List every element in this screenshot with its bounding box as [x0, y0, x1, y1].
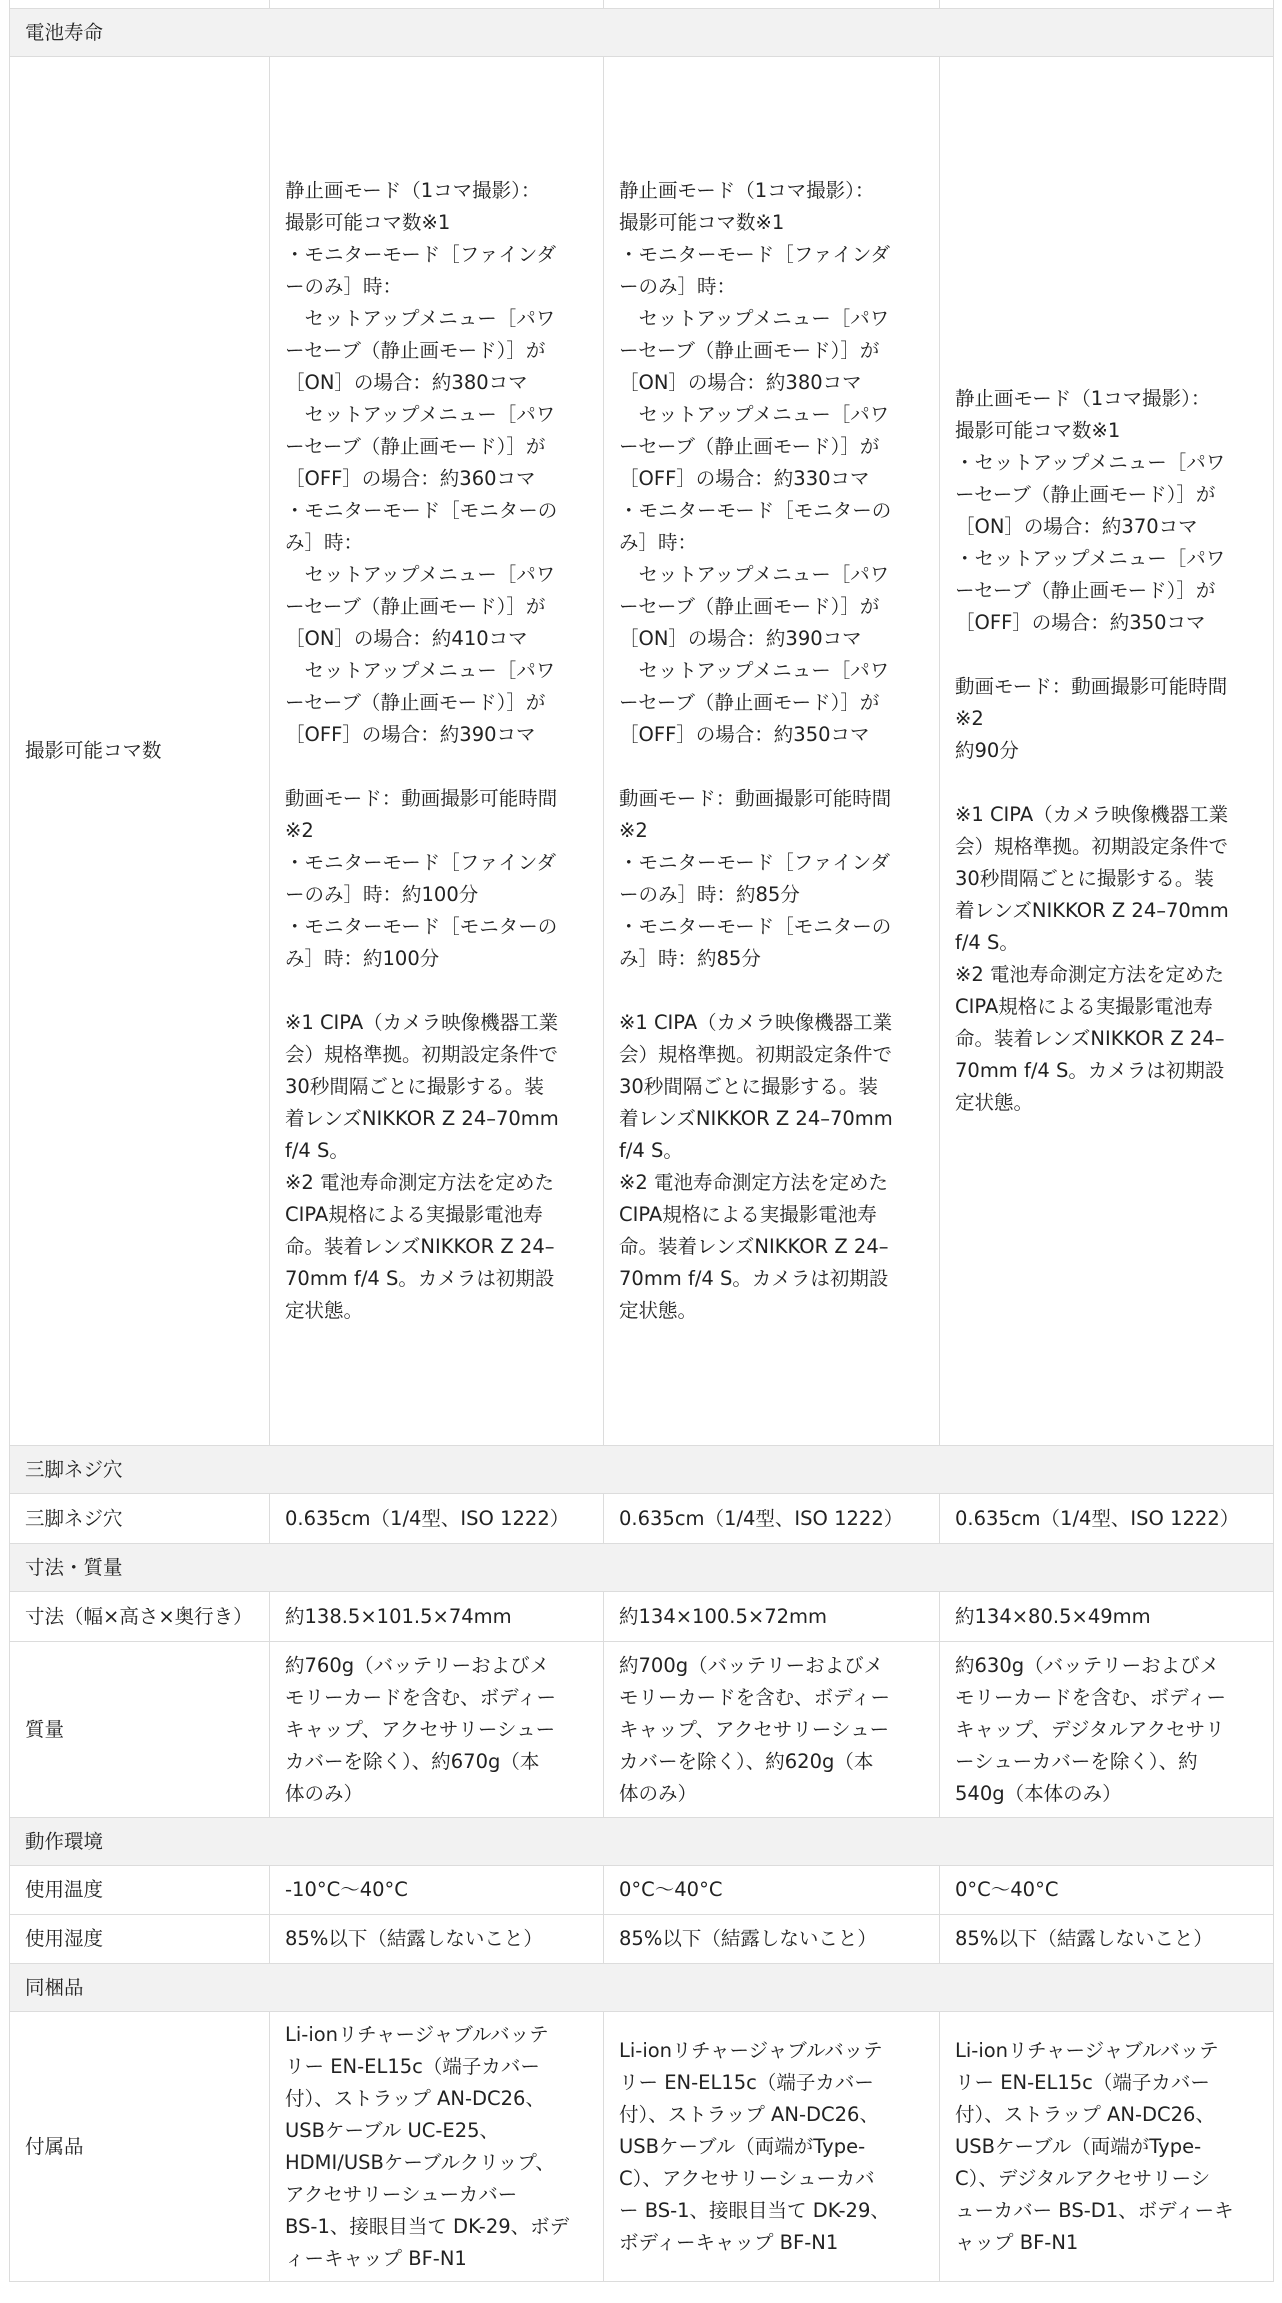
- section-row-bundled: [10, 1964, 1274, 2012]
- cell-text-line: セットアップメニュー［パワ: [285, 307, 556, 330]
- cell-text-line: モリーカードを含む、ボディー: [955, 1685, 1227, 1709]
- cell-text-line: ※1 CIPA（カメラ映像機器工業: [285, 1011, 559, 1034]
- cell-text-line: USBケーブル（両端がType-: [619, 2134, 866, 2158]
- section-row-tripod: [10, 1446, 1274, 1494]
- cell-tripod-col1: 0.635cm（1/4型、ISO 1222）: [270, 1494, 604, 1544]
- cell-text-line: ［OFF］の場合：約360コマ: [285, 467, 536, 490]
- cell-text-line: ・モニターモード［ファインダ: [285, 851, 557, 874]
- cell-text-line: ・モニターモード［ファインダ: [285, 243, 557, 266]
- table-row-humidity: [10, 1915, 1274, 1964]
- cell-text-line: ［ON］の場合：約380コマ: [285, 371, 528, 394]
- cell-text-line: ーセーブ（静止画モード）］が: [285, 339, 546, 362]
- cell-text-line: ィーキャップ BF-N1: [285, 2246, 467, 2270]
- cell-text-line: [619, 751, 924, 783]
- cell-text-line: ［ON］の場合：約370コマ: [955, 515, 1198, 538]
- cell-accessories-col2: [604, 2012, 940, 2282]
- cell-text-line: リー EN-EL15c（端子カバー: [955, 2070, 1210, 2094]
- cell-text-line: ーセーブ（静止画モード）］が: [619, 595, 880, 618]
- cell-text-line: リー EN-EL15c（端子カバー: [619, 2070, 874, 2094]
- cell-text-line: セットアップメニュー［パワ: [285, 403, 556, 426]
- cell-text-line: 動画モード：動画撮影可能時間: [955, 675, 1228, 698]
- cell-text-line: ・モニターモード［モニターの: [285, 915, 558, 938]
- row-label-accessories: 付属品: [10, 2012, 270, 2282]
- section-header-size-weight: 寸法・質量: [10, 1544, 1274, 1592]
- cell-text-line: 約630g（バッテリーおよびメ: [955, 1653, 1220, 1677]
- row-label-humidity: 使用湿度: [10, 1915, 270, 1964]
- cell-text-line: 70mm f/4 S。カメラは初期設: [285, 1267, 555, 1290]
- cell-text-line: ーセーブ（静止画モード）］が: [619, 691, 880, 714]
- cell-text-line: [955, 639, 1258, 671]
- cell-temperature-col2: 0°C～40°C: [604, 1866, 940, 1915]
- cell-text-line: み］時：: [619, 531, 698, 554]
- cell-text-line: ー BS-1、接眼目当て DK-29、: [619, 2198, 890, 2222]
- cell-text-line: キャップ、デジタルアクセサリ: [955, 1717, 1225, 1741]
- cell-text-line: ※1 CIPA（カメラ映像機器工業: [619, 1011, 893, 1034]
- cell-text-line: ・モニターモード［モニターの: [619, 915, 892, 938]
- cell-text-line: 付）、ストラップ AN-DC26、: [619, 2102, 879, 2126]
- cell-tripod-col3: 0.635cm（1/4型、ISO 1222）: [940, 1494, 1274, 1544]
- cell-text-line: ※2 電池寿命測定方法を定めた: [955, 963, 1224, 986]
- cell-text-line: 着レンズNIKKOR Z 24–70mm: [955, 899, 1229, 922]
- cell-text-line: 着レンズNIKKOR Z 24–70mm: [285, 1107, 559, 1130]
- cell-text-line: 撮影可能コマ数※1: [955, 419, 1121, 442]
- cell-text-line: ※2 電池寿命測定方法を定めた: [619, 1171, 888, 1194]
- cell-text-line: 付）、ストラップ AN-DC26、: [285, 2086, 545, 2110]
- section-row-environment: [10, 1818, 1274, 1866]
- cell-text-line: セットアップメニュー［パワ: [285, 563, 556, 586]
- cell-text-line: セットアップメニュー［パワ: [619, 307, 890, 330]
- cell-text-line: 約760g（バッテリーおよびメ: [285, 1653, 550, 1677]
- cell-text-line: 着レンズNIKKOR Z 24–70mm: [619, 1107, 893, 1130]
- cell-text-line: ーのみ］時：: [619, 275, 737, 298]
- cell-text-line: セットアップメニュー［パワ: [619, 659, 890, 682]
- cell-text-line: HDMI/USBケーブルクリップ、: [285, 2150, 555, 2174]
- cell-text-line: 動画モード：動画撮影可能時間: [619, 787, 892, 810]
- cell-text-line: [285, 751, 588, 783]
- cell-text-line: ※2: [619, 819, 648, 842]
- cell-text-line: ・モニターモード［ファインダ: [619, 243, 891, 266]
- cell-text-line: C）、アクセサリーシューカバ: [619, 2166, 875, 2190]
- cell-text-line: 命。装着レンズNIKKOR Z 24–: [955, 1027, 1225, 1050]
- cell-text-line: f/4 S。: [955, 931, 1019, 954]
- cell-text-line: み］時：約85分: [619, 947, 761, 970]
- row-label-tripod: 三脚ネジ穴: [10, 1494, 270, 1544]
- cell-text-line: リー EN-EL15c（端子カバー: [285, 2054, 540, 2078]
- cell-text-line: 30秒間隔ごとに撮影する。装: [285, 1075, 544, 1098]
- cell-text-line: ・モニターモード［モニターの: [619, 499, 892, 522]
- section-header-battery: 電池寿命: [10, 9, 1274, 57]
- cell-accessories-col1: [270, 2012, 604, 2282]
- row-label-temperature: 使用温度: [10, 1866, 270, 1915]
- cell-text-line: 30秒間隔ごとに撮影する。装: [619, 1075, 878, 1098]
- cell-dimensions-col3: 約134×80.5×49mm: [940, 1592, 1274, 1642]
- cell-text-line: ャップ BF-N1: [955, 2230, 1079, 2254]
- cell-tripod-col2: 0.635cm（1/4型、ISO 1222）: [604, 1494, 940, 1544]
- cell-text-line: モリーカードを含む、ボディー: [285, 1685, 557, 1709]
- cell-text-line: USBケーブル UC-E25、: [285, 2118, 500, 2142]
- cell-text-line: ［OFF］の場合：約350コマ: [955, 611, 1206, 634]
- cell-weight-col2: [604, 1642, 940, 1818]
- top-strip: [0, 0, 1282, 8]
- row-label-shots: 撮影可能コマ数: [10, 57, 270, 1446]
- cell-text-line: 体のみ）: [285, 1781, 364, 1805]
- cell-text-line: ［ON］の場合：約390コマ: [619, 627, 862, 650]
- cell-accessories-col3: [940, 2012, 1274, 2282]
- cell-text-line: 約90分: [955, 739, 1019, 762]
- cell-text-line: ーシューカバーを除く）、約: [955, 1749, 1198, 1773]
- cell-humidity-col3: 85%以下（結露しないこと）: [940, 1915, 1274, 1964]
- cell-temperature-col1: -10°C～40°C: [270, 1866, 604, 1915]
- cell-text-line: 静止画モード（1コマ撮影）：: [285, 179, 541, 202]
- cell-text-line: 撮影可能コマ数※1: [285, 211, 451, 234]
- cell-text-line: CIPA規格による実撮影電池寿: [619, 1203, 877, 1226]
- cell-text-line: カバーを除く）、約670g（本: [285, 1749, 540, 1773]
- cell-weight-col3: [940, 1642, 1274, 1818]
- cell-text-line: キャップ、アクセサリーシュー: [285, 1717, 556, 1741]
- cell-dimensions-col2: 約134×100.5×72mm: [604, 1592, 940, 1642]
- cell-text-line: ーセーブ（静止画モード）］が: [285, 691, 546, 714]
- cell-text-line: Li-ionリチャージャブルバッテ: [955, 2038, 1219, 2062]
- cell-text-line: ボディーキャップ BF-N1: [619, 2230, 839, 2254]
- cell-text-line: ーセーブ（静止画モード）］が: [285, 595, 546, 618]
- cell-text-line: 70mm f/4 S。カメラは初期設: [955, 1059, 1225, 1082]
- cell-text-line: 会）規格準拠。初期設定条件で: [955, 835, 1229, 858]
- cell-text-line: 定状態。: [955, 1091, 1034, 1114]
- cell-text-line: ーセーブ（静止画モード）］が: [955, 579, 1216, 602]
- cell-text-line: C）、デジタルアクセサリーシ: [955, 2166, 1211, 2190]
- cell-text-line: ーセーブ（静止画モード）］が: [619, 339, 880, 362]
- table-row-weight: [10, 1642, 1274, 1818]
- cell-temperature-col3: 0°C～40°C: [940, 1866, 1274, 1915]
- table-row-accessories: [10, 2012, 1274, 2282]
- cell-humidity-col1: 85%以下（結露しないこと）: [270, 1915, 604, 1964]
- cell-text-line: ーセーブ（静止画モード）］が: [285, 435, 546, 458]
- cell-shots-col2: [604, 57, 940, 1446]
- cell-text-line: み］時：約100分: [285, 947, 440, 970]
- cell-text-line: BS-1、接眼目当て DK-29、ボデ: [285, 2214, 570, 2238]
- cell-text-line: f/4 S。: [285, 1139, 349, 1162]
- cell-text-line: セットアップメニュー［パワ: [619, 563, 890, 586]
- row-label-weight: 質量: [10, 1642, 270, 1818]
- cell-text-line: アクセサリーシューカバー: [285, 2182, 518, 2206]
- cell-text-line: ・セットアップメニュー［パワ: [955, 547, 1226, 570]
- cell-text-line: ーセーブ（静止画モード）］が: [619, 435, 880, 458]
- cell-humidity-col2: 85%以下（結露しないこと）: [604, 1915, 940, 1964]
- cell-text-line: ※1 CIPA（カメラ映像機器工業: [955, 803, 1229, 826]
- cell-weight-col1: [270, 1642, 604, 1818]
- cell-text-line: 540g（本体のみ）: [955, 1781, 1122, 1805]
- cell-shots-col1: [270, 57, 604, 1446]
- spec-table: [9, 8, 1274, 2282]
- table-row-dimensions: [10, 1592, 1274, 1642]
- cell-text-line: ※2: [285, 819, 314, 842]
- cell-text-line: 命。装着レンズNIKKOR Z 24–: [619, 1235, 889, 1258]
- cell-text-line: ［OFF］の場合：約390コマ: [285, 723, 536, 746]
- cell-text-line: ューカバー BS-D1、ボディーキ: [955, 2198, 1234, 2222]
- cell-text-line: セットアップメニュー［パワ: [619, 403, 890, 426]
- cell-text-line: 約700g（バッテリーおよびメ: [619, 1653, 884, 1677]
- row-label-dimensions: 寸法（幅×高さ×奥行き）: [10, 1592, 270, 1642]
- cell-text-line: ［OFF］の場合：約350コマ: [619, 723, 870, 746]
- cell-text-line: ーのみ］時：: [285, 275, 403, 298]
- cell-text-line: [285, 975, 588, 1007]
- cell-text-line: CIPA規格による実撮影電池寿: [955, 995, 1213, 1018]
- cell-text-line: キャップ、アクセサリーシュー: [619, 1717, 890, 1741]
- cell-text-line: 定状態。: [619, 1299, 698, 1322]
- cell-text-line: み］時：: [285, 531, 364, 554]
- cell-text-line: [619, 975, 924, 1007]
- cell-text-line: 付）、ストラップ AN-DC26、: [955, 2102, 1215, 2126]
- section-row-size-weight: [10, 1544, 1274, 1592]
- table-row-temperature: [10, 1866, 1274, 1915]
- cell-text-line: ーのみ］時：約85分: [619, 883, 800, 906]
- cell-text-line: 命。装着レンズNIKKOR Z 24–: [285, 1235, 555, 1258]
- cell-text-line: f/4 S。: [619, 1139, 683, 1162]
- cell-shots-col3: [940, 57, 1274, 1446]
- cell-text-line: ・モニターモード［ファインダ: [619, 851, 891, 874]
- cell-text-line: 静止画モード（1コマ撮影）：: [619, 179, 875, 202]
- cell-text-line: 体のみ）: [619, 1781, 698, 1805]
- cell-text-line: CIPA規格による実撮影電池寿: [285, 1203, 543, 1226]
- cell-text-line: カバーを除く）、約620g（本: [619, 1749, 874, 1773]
- cell-text-line: 会）規格準拠。初期設定条件で: [619, 1043, 893, 1066]
- section-header-environment: 動作環境: [10, 1818, 1274, 1866]
- cell-text-line: セットアップメニュー［パワ: [285, 659, 556, 682]
- section-row-battery: [10, 9, 1274, 57]
- section-header-tripod: 三脚ネジ穴: [10, 1446, 1274, 1494]
- cell-text-line: ーのみ］時：約100分: [285, 883, 479, 906]
- cell-text-line: 撮影可能コマ数※1: [619, 211, 785, 234]
- cell-text-line: ※2: [955, 707, 984, 730]
- cell-text-line: ・セットアップメニュー［パワ: [955, 451, 1226, 474]
- cell-text-line: [955, 767, 1258, 799]
- cell-text-line: モリーカードを含む、ボディー: [619, 1685, 891, 1709]
- cell-dimensions-col1: 約138.5×101.5×74mm: [270, 1592, 604, 1642]
- cell-text-line: ーセーブ（静止画モード）］が: [955, 483, 1216, 506]
- cell-text-line: ・モニターモード［モニターの: [285, 499, 558, 522]
- cell-text-line: ［OFF］の場合：約330コマ: [619, 467, 870, 490]
- section-header-bundled: 同梱品: [10, 1964, 1274, 2012]
- cell-text-line: 会）規格準拠。初期設定条件で: [285, 1043, 559, 1066]
- cell-text-line: ※2 電池寿命測定方法を定めた: [285, 1171, 554, 1194]
- cell-text-line: Li-ionリチャージャブルバッテ: [285, 2022, 549, 2046]
- cell-text-line: 定状態。: [285, 1299, 364, 1322]
- cell-text-line: 動画モード：動画撮影可能時間: [285, 787, 558, 810]
- cell-text-line: 30秒間隔ごとに撮影する。装: [955, 867, 1214, 890]
- table-row-tripod: [10, 1494, 1274, 1544]
- cell-text-line: 70mm f/4 S。カメラは初期設: [619, 1267, 889, 1290]
- cell-text-line: Li-ionリチャージャブルバッテ: [619, 2038, 883, 2062]
- cell-text-line: ［ON］の場合：約410コマ: [285, 627, 528, 650]
- cell-text-line: 静止画モード（1コマ撮影）：: [955, 387, 1211, 410]
- table-row-shots: [10, 57, 1274, 1446]
- cell-text-line: USBケーブル（両端がType-: [955, 2134, 1202, 2158]
- cell-text-line: ［ON］の場合：約380コマ: [619, 371, 862, 394]
